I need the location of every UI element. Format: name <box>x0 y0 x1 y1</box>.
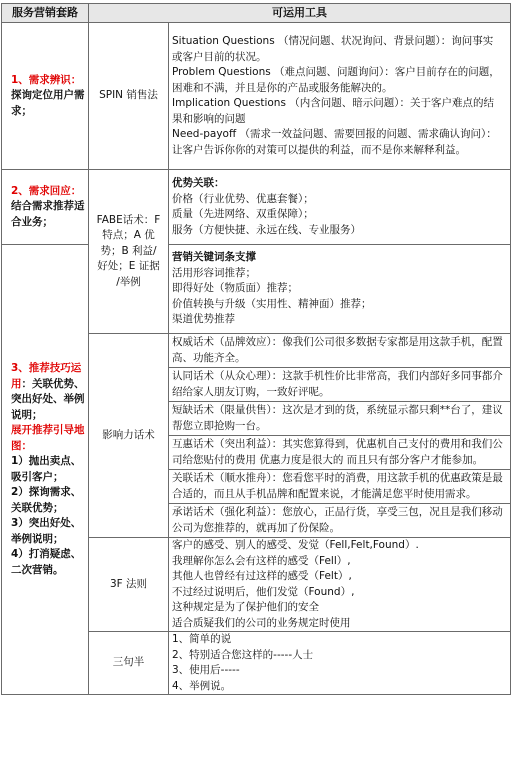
stage3-label <box>2 245 89 695</box>
stage1-title: 1、需求辨识： <box>11 73 82 86</box>
f3-line: 这种规定是为了保护他们的安全 <box>172 601 319 613</box>
influence-content <box>169 334 511 538</box>
influence-item: 认同话术（从众心理）：这款手机性价比非常高，我们内部好多同事都介绍给家人朋友订购，一致好评呢。 <box>169 368 510 402</box>
sanju-line: 1、简单的说 <box>172 633 232 645</box>
spin-line: 或客户目前的状况。 <box>172 50 267 63</box>
spin-line: Situation Questions （情况问题、状况询问、背景问题）：询问事实 <box>172 35 494 47</box>
stage2-desc: 结合需求推荐适合业务； <box>11 200 85 228</box>
spin-line: 果和影响的问题 <box>172 112 246 125</box>
fabe-line: FABE话术：F <box>96 213 161 226</box>
spin-content <box>169 23 511 170</box>
stage3-desc: ：关联优势、突出好处、举例说明； <box>11 377 85 421</box>
spin-line: 让客户告诉你你的对策可以提供的利益，而不是你来解释利益。 <box>172 143 466 156</box>
f3-line: 客户的感受、别人的感受、发觉（Fell,Felt,Found）. <box>172 539 419 551</box>
stage3-step: 1）抛出卖点、吸引客户； <box>11 455 82 483</box>
sanju-line: 3、使用后----- <box>172 664 240 676</box>
stage1-tool: SPIN 销售法 <box>89 23 169 170</box>
f3-content <box>169 538 511 632</box>
f3-tool: 3F 法则 <box>89 538 169 632</box>
stage1-label <box>2 23 89 170</box>
row-keywords <box>2 245 511 334</box>
spin-line: Need-payoff （需求一效益问题、需要回报的问题、需求确认询问）： <box>172 128 497 140</box>
f3-line: 适合质疑我们的公司的业务规定时使用 <box>172 616 351 629</box>
sales-method-table <box>1 3 511 695</box>
sanju-line: 2、特别适合您这样的-----人士 <box>172 648 314 661</box>
stage2-label <box>2 170 89 245</box>
fabe-line: /举例 <box>116 275 141 288</box>
f3-line: 其他人也曾经有过这样的感受（Felt）, <box>172 570 352 582</box>
influence-item: 权威话术（品牌效应）：像我们公司很多数据专家都是用这款手机，配置高、功能齐全。 <box>169 334 510 368</box>
stage3-map-title: 展开推荐引导地图： <box>11 424 85 452</box>
stage3-title: 3、推荐技巧运用 <box>11 362 82 390</box>
spin-line: Implication Questions （内含问题、暗示问题）：关于客户难点的结 <box>172 97 495 109</box>
spin-line: 困难和不满，并且是你的产品或服务能解决的。 <box>172 81 393 94</box>
fabe-line: 势；B 利益/ <box>100 244 157 257</box>
stage3-step: 3）突出好处、举例说明； <box>11 517 82 545</box>
advantage-line: 价格（行业优势、优惠套餐）； <box>172 192 314 205</box>
advantage-title: 优势关联： <box>172 177 225 189</box>
stage1-desc: 探询定位用户需求； <box>11 89 85 117</box>
advantage-line: 质量（先进网络、双重保障）； <box>172 208 314 220</box>
header-row <box>2 4 511 23</box>
advantage-line: 服务（方便快捷、永远在线、专业服务） <box>172 223 361 236</box>
row-stage1 <box>2 23 511 170</box>
influence-tool: 影响力话术 <box>89 334 169 538</box>
f3-line: 我理解你怎么会有这样的感受（Fell）, <box>172 554 351 567</box>
keyword-line: 活用形容词推荐； <box>172 266 256 279</box>
influence-item: 承诺话术（强化利益）：您放心，正品行货，享受三包，况且是我们移动公司为您推荐的，就再加了份保险。 <box>172 506 503 534</box>
f3-line: 不过经过说明后，他们发觉（Found）, <box>172 585 355 598</box>
header-col1: 服务营销套路 <box>2 4 89 23</box>
influence-item: 关联话术（顺水推舟）：您看您平时的消费，用这款手机的优惠政策是最合适的，而且从手机品牌和配置来说，才能满足您平时使用需求。 <box>169 470 510 504</box>
sanju-content <box>169 632 511 695</box>
row-stage2 <box>2 170 511 245</box>
influence-item: 互惠话术（突出利益）：其实您算得到，优惠机自己支付的费用和我们公司给您贴付的费用 优惠力度是很大的 而且只有部分客户才能参加。 <box>169 436 510 470</box>
keyword-content <box>169 245 511 334</box>
sanju-tool: 三句半 <box>89 632 169 695</box>
stage2-title: 2、需求回应： <box>11 184 82 197</box>
keyword-line: 渠道优势推荐 <box>172 313 235 326</box>
advantage-content <box>169 170 511 245</box>
keyword-line: 即得好处（物质面）推荐； <box>172 282 298 295</box>
sanju-line: 4、举例说。 <box>172 679 232 692</box>
influence-item: 短缺话术（限量供售）：这次是才到的货，系统显示都只剩**台了，建议帮您立即抢购一台。 <box>169 402 510 436</box>
keyword-title: 营销关键词条支撑 <box>172 251 256 264</box>
stage3-step: 4）打消疑虑、二次营销。 <box>11 548 82 576</box>
fabe-tool <box>89 170 169 334</box>
fabe-line: 特点；A 优 <box>102 229 155 242</box>
keyword-line: 价值转换与升级（实用性、精神面）推荐； <box>172 297 372 310</box>
fabe-line: 好处；E 证据 <box>97 260 160 273</box>
spin-line: Problem Questions （难点问题、问题询问）：客户目前存在的问题， <box>172 66 500 78</box>
stage3-step: 2）探询需求、关联优势； <box>11 486 82 514</box>
header-col3: 可运用工具 <box>89 4 511 23</box>
